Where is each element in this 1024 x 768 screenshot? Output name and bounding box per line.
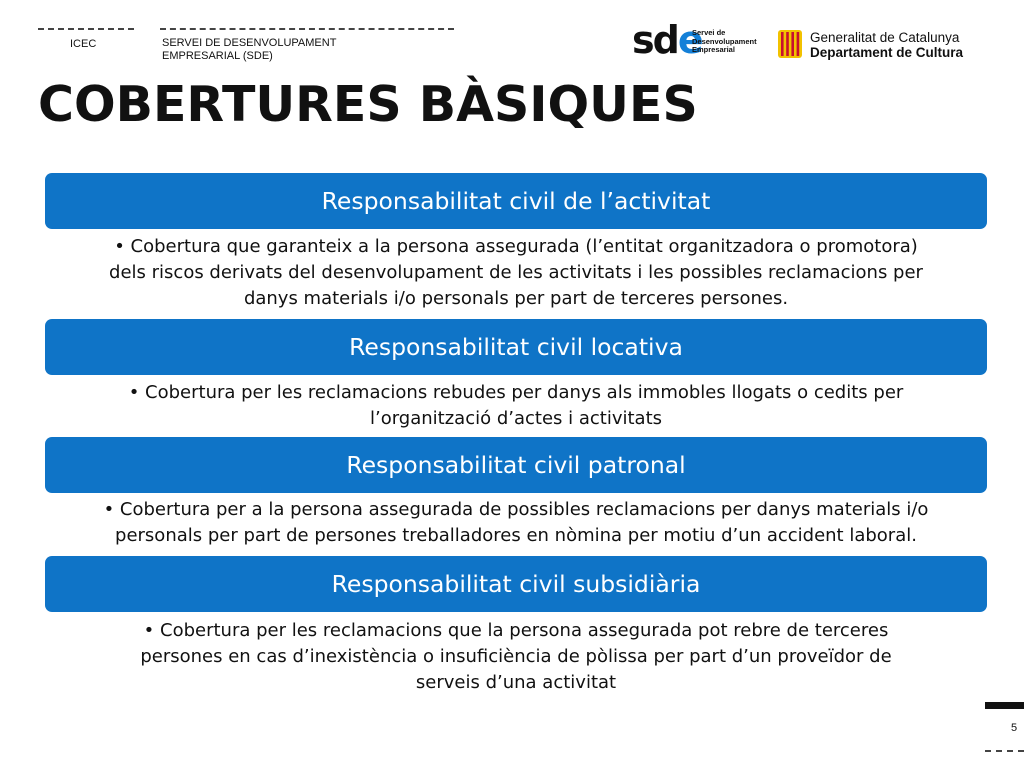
- section-description-text: • Cobertura que garanteix a la persona assegurada (l’entitat organitzadora o promotora) dels riscos derivats del desenvolupament de les activitats i les possibles reclamacions per danys materials i/o personals per part de terceres persones.: [109, 236, 923, 309]
- generalitat-logo: [778, 28, 988, 62]
- sde-logo-sub-line3: Empresarial: [692, 45, 735, 54]
- header-sde-label-line1: SERVEI DE DESENVOLUPAMENT: [162, 37, 337, 49]
- section-heading-label: Responsabilitat civil locativa: [349, 333, 683, 361]
- section-heading-label: Responsabilitat civil subsidiària: [331, 570, 701, 598]
- section-heading-subsidiaria: [45, 556, 987, 612]
- section-heading-locativa: [45, 319, 987, 375]
- page-number-bar: [985, 702, 1024, 709]
- section-description-text: • Cobertura per les reclamacions rebudes per danys als immobles llogats o cedits per l’organització d’actes i activitats: [128, 382, 904, 429]
- header-sde-label: [162, 37, 336, 63]
- header-sde-label-line2: EMPRESARIAL (SDE): [162, 50, 273, 62]
- footer-divider: [985, 750, 1024, 752]
- header-divider-left: [38, 28, 134, 30]
- sde-logo-sub-line2: Desenvolupament: [692, 36, 757, 46]
- generalitat-name: Generalitat de Catalunya: [810, 30, 960, 45]
- header-divider-right: [160, 28, 454, 30]
- sde-logo-sub-line1: Servei de: [692, 28, 726, 37]
- sde-logo-word-accent: e: [677, 18, 702, 62]
- header-icec-label: ICEC: [70, 38, 97, 50]
- page-title: COBERTURES BÀSIQUES: [38, 76, 698, 133]
- sde-logo-word-main: sd: [632, 18, 678, 62]
- section-description-patronal: [60, 497, 972, 549]
- sde-logo-subtitle: [692, 29, 757, 55]
- section-heading-label: Responsabilitat civil de l’activitat: [321, 187, 711, 215]
- section-description-activitat: [60, 234, 972, 312]
- section-description-subsidiaria: [60, 618, 972, 696]
- section-description-text: • Cobertura per a la persona assegurada de possibles reclamacions per danys materials i/o personals per part de persones treballadores en nòmina per motiu d’un accident laboral.: [103, 499, 929, 546]
- page-number: 5: [1011, 722, 1018, 734]
- sde-logo: [632, 18, 762, 66]
- section-description-locativa: [60, 380, 972, 432]
- section-heading-label: Responsabilitat civil patronal: [346, 451, 686, 479]
- section-heading-activitat: [45, 173, 987, 229]
- section-description-text: • Cobertura per les reclamacions que la persona assegurada pot rebre de terceres persones en cas d’inexistència o insuficiència de pòlissa per part d’un proveïdor de serveis d’una activitat: [140, 620, 892, 693]
- senyera-flag-icon: [778, 30, 802, 58]
- departament-name: Departament de Cultura: [810, 45, 964, 60]
- section-heading-patronal: [45, 437, 987, 493]
